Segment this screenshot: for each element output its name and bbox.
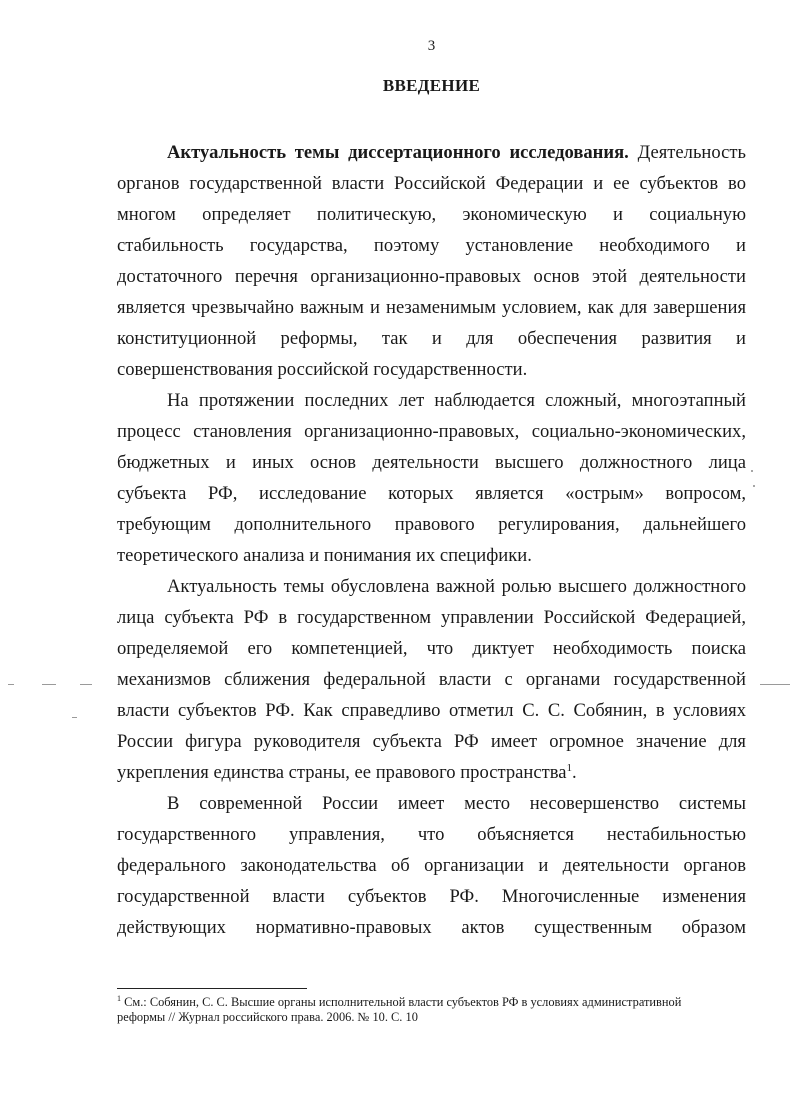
scan-artifact [751,470,753,472]
paragraph-2 [117,385,746,571]
body-text [117,137,746,943]
text-line: определяемой его компетенцией, что диктует необходимость поиска [117,638,746,659]
text-line: В современной России имеет место несовершенство системы [167,793,746,814]
text-line: бюджетных и иных основ деятельности высшего должностного лица [117,452,746,473]
text-line [117,757,746,788]
text-span: укрепления единства страны, ее правового пространства [117,762,567,783]
text-line: многом определяет политическую, экономическую и социальную [117,204,746,225]
text-line: федерального законодательства об организации и деятельности органов [117,855,746,876]
footnote-line: реформы // Журнал российского права. 2006. № 10. С. 10 [117,1010,418,1024]
text-line: власти субъектов РФ. Как справедливо отметил С. С. Собянин, в условиях [117,700,746,721]
text-line: является чрезвычайно важным и незаменимым условием, как для завершения [117,297,746,318]
footnote-mark: 1 [117,993,121,1003]
scan-artifact [42,684,56,685]
page-number: 3 [427,38,436,54]
section-heading: ВВЕДЕНИЕ [382,76,481,95]
text-line: России фигура руководителя субъекта РФ имеет огромное значение для [117,731,746,752]
paragraph-4 [117,788,746,943]
text-span: Деятельность [628,142,747,163]
text-line: конституционной реформы, так и для обеспечения развития и [117,328,746,349]
text-span: . [571,762,577,783]
scan-artifact [760,684,790,685]
text-line: теоретического анализа и понимания их специфики. [117,545,532,566]
scan-artifact [72,717,77,718]
scan-artifact [8,684,14,685]
text-line: государственной власти субъектов РФ. Многочисленные изменения [117,886,746,907]
text-line: На протяжении последних лет наблюдается сложный, многоэтапный [167,390,746,411]
text-line: субъекта РФ, исследование которых является «острым» вопросом, [117,483,746,504]
scan-artifact [753,485,755,487]
text-line: механизмов сближения федеральной власти с органами государственной [117,669,746,690]
scan-artifact [80,684,92,685]
text-line: Актуальность темы обусловлена важной ролью высшего должностного [167,576,746,597]
text-line: органов государственной власти Российской Федерации и ее субъектов во [117,173,746,194]
text-line: совершенствования российской государственности. [117,359,528,380]
text-line: процесс становления организационно-правовых, социально-экономических, [117,421,746,442]
text-line: действующих нормативно-правовых актов существенным образом [117,917,746,938]
text-line: стабильность государства, поэтому установление необходимого и [117,235,746,256]
text-line: лица субъекта РФ в государственном управлении Российской Федерацией, [117,607,746,628]
footnote-reference[interactable]: 1 [566,761,572,774]
text-line: требующим дополнительного правового регулирования, дальнейшего [117,514,746,535]
bold-lead-in: Актуальность темы диссертационного исследования. [167,142,629,163]
paragraph-1 [117,137,746,385]
text-line: достаточного перечня организационно-правовых основ этой деятельности [117,266,746,287]
footnote [117,995,757,1025]
paragraph-3 [117,571,746,788]
footnote-text: См.: Собянин, С. С. Высшие органы исполнительной власти субъектов РФ в условиях административной [121,995,682,1009]
footnote-line [117,995,757,1010]
footnote-separator [117,988,307,989]
text-line [117,137,746,168]
text-line: государственного управления, что объясняется нестабильностью [117,824,746,845]
